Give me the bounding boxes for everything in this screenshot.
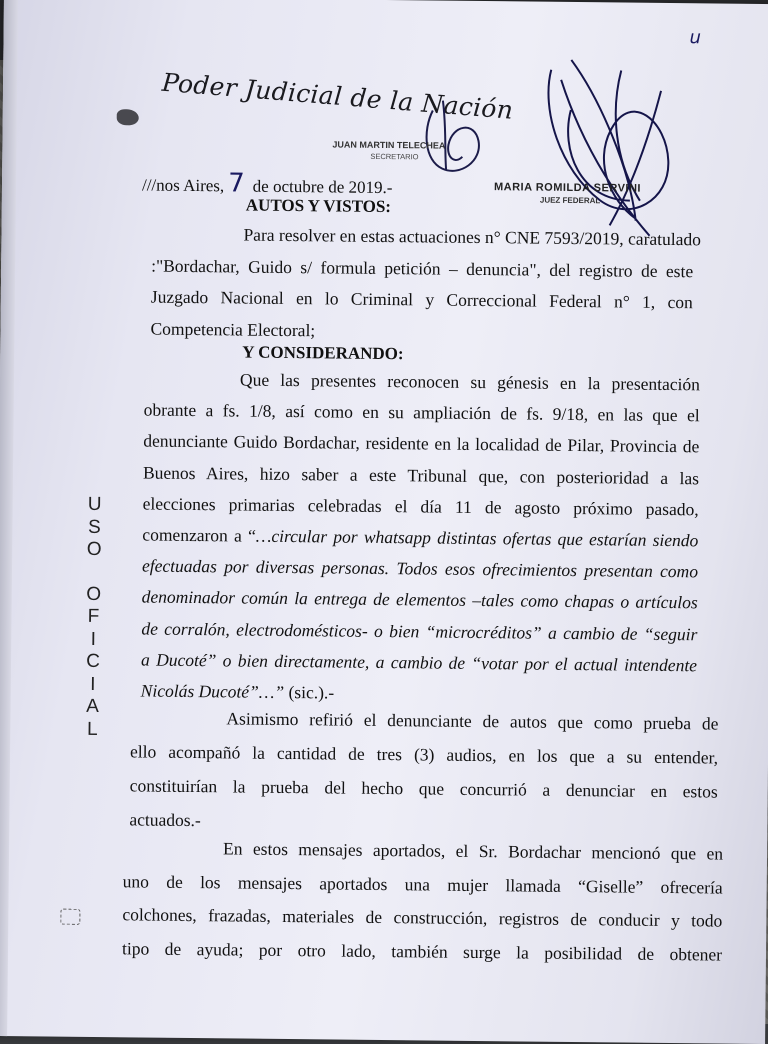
quote-text: efectuadas por diversas personas. Todos esos ofrecimientos presentan como [141,555,699,582]
uso-oficial-stamp [82,494,105,741]
judge-name: MARIA ROMILDA SERVINI [493,181,642,195]
considerando-heading: Y CONSIDERANDO: [242,342,404,364]
stamp-letter: C [86,650,101,673]
p1-line: Para resolver en estas actuaciones n° CNE 7593/2019, caratulado [243,224,702,250]
paragraph-1 [150,219,702,351]
quote-text: de corralón, electrodomésticos- o bien “microcréditos” a cambio de “seguir [141,618,698,644]
stamp-letter: S [87,516,101,538]
folio-number: u [689,27,702,49]
p2-line: obrante a fs. 1/8, así como en su ampliación de fs. 9/18, en las que el [143,399,700,426]
paragraph-4 [122,831,723,971]
p3-line: constituirían la prueba del hecho que concurrió a denunciar en estos [129,775,718,802]
p3-line: ello acompañó la cantidad de tres (3) audios, en los que a su entender, [129,741,719,768]
p1-line: Competencia Electoral; [150,318,316,340]
quote-lead: comenzaron a “ [142,524,256,546]
date-suffix: de octubre de 2019.- [252,176,393,198]
court-header: Poder Judicial de la Nación [160,67,515,125]
judge-role: JUEZ FEDERAL [539,195,601,206]
stamp-gap [84,561,104,583]
p1-line: Juzgado Nacional en lo Criminal y Correccional Federal n° 1, con [150,286,693,313]
quote-text: …circular por whatsapp distintas ofertas que estarían siendo [255,525,699,551]
p2-line: Que las presentes reconocen su génesis en la presentación [239,369,701,395]
stamp-letter: O [86,583,102,605]
ink-mark [117,109,139,125]
paragraph-3 [129,700,718,842]
stamp-letter: U [87,493,102,516]
p2-line: elecciones primarias celebradas el día 11 de agosto próximo pasado, [142,493,699,520]
autos-heading: AUTOS Y VISTOS: [245,195,392,217]
date-day-handwritten: 7 [228,168,245,199]
stamp-letter: F [87,605,100,628]
stamp-letter: L [86,718,98,740]
stamp-letter: I [90,673,96,695]
secretary-signature [402,90,493,181]
p2-line: denunciante Guido Bordachar, residente en la localidad de Pilar, Provincia de [143,430,700,457]
stamp-letter: O [86,538,102,561]
quote-text: Nicolás Ducoté”…” [140,680,285,703]
paragraph-2 [141,363,701,712]
stamp-letter: A [86,695,100,718]
p3-line: actuados.- [129,809,201,831]
quote-text: a Ducoté” o bien directamente, a cambio de “votar por el actual intendente [140,649,698,676]
p2-line: Buenos Aires, hizo saber a este Tribunal que, con posterioridad a las [142,462,700,488]
p4-line: tipo de ayuda; por otro lado, también surge la posibilidad de obtener [121,937,723,965]
p4-line: colchones, frazadas, materiales de construcción, registros de conducir y todo [122,904,723,931]
margin-mark [60,909,80,925]
page-edge [0,0,18,1036]
p4-line: uno de los mensajes aportados una mujer llamada “Giselle” ofrecería [122,870,723,898]
quote-text: denominador común la entrega de elementos –tales como chapas o artículos [141,586,698,613]
quote-tail: (sic.).- [284,682,335,703]
date-prefix: ///nos Aires, [141,175,225,196]
p1-line: :"Bordachar, Guido s/ formula petición – denuncia", del registro de este [151,255,694,281]
secretary-role: SECRETARIO [370,151,419,162]
stamp-letter: I [90,628,97,650]
secretary-name: JUAN MARTIN TELECHEA [332,139,446,151]
judge-signature [539,50,691,242]
p3-line: Asimismo refirió el denunciante de autos que como prueba de [226,708,719,734]
p4-line: En estos mensajes aportados, el Sr. Bordachar mencionó que en [222,838,724,864]
